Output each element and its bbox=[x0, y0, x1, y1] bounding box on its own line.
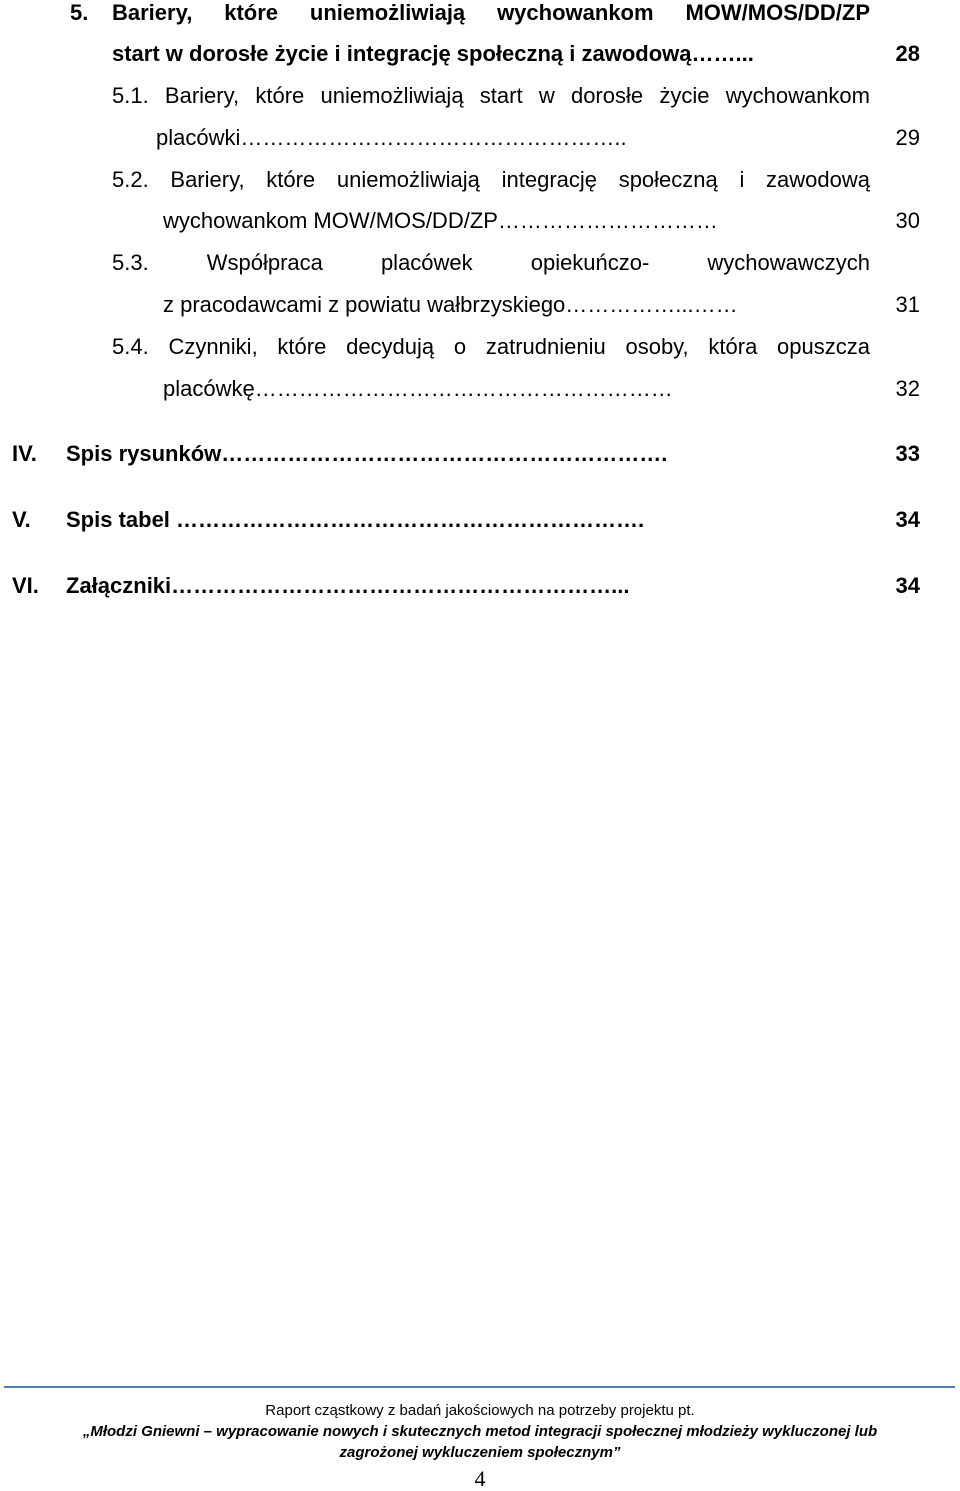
toc-5-title-line2: start w dorosłe życie i integrację społeczną i zawodową……... bbox=[112, 41, 754, 66]
page-number: 4 bbox=[474, 1466, 486, 1491]
toc-5-3-line2: z pracodawcami z powiatu wałbrzyskiego……………...…… bbox=[163, 292, 738, 317]
toc-5-2-line2: wychowankom MOW/MOS/DD/ZP………………………… bbox=[163, 208, 718, 233]
toc-5-3-line1: 5.3. Współpraca placówek opiekuńczo- wychowawczych bbox=[112, 250, 870, 275]
toc-5-2-line1: 5.2. Bariery, które uniemożliwiają integrację społeczną i zawodową bbox=[112, 167, 870, 192]
toc-iv-number: IV. bbox=[12, 441, 37, 466]
toc-5-4-page: 32 bbox=[895, 376, 920, 401]
toc-5-1-page: 29 bbox=[895, 125, 920, 150]
footer-report-line: Raport cząstkowy z badań jakościowych na potrzeby projektu pt. bbox=[265, 1402, 695, 1419]
toc-5-1-line2: placówki…………………………………………….. bbox=[156, 125, 627, 150]
toc-5-3-page: 31 bbox=[895, 292, 920, 317]
footer-project-title-line2: zagrożonej wykluczeniem społecznym” bbox=[339, 1444, 621, 1461]
toc-vi-title: Załączniki……………………………………………………... bbox=[66, 573, 630, 598]
toc-5-number: 5. bbox=[70, 0, 89, 25]
toc-iv-title: Spis rysunków……………………………………………………. bbox=[66, 441, 668, 466]
toc-5-title-line1: Bariery, które uniemożliwiają wychowankom MOW/MOS/DD/ZP bbox=[112, 0, 870, 25]
toc-iv-page: 33 bbox=[895, 441, 920, 466]
toc-5-1-line1: 5.1. Bariery, które uniemożliwiają start w dorosłe życie wychowankom bbox=[112, 83, 870, 108]
footer-project-title-line1: „Młodzi Gniewni – wypracowanie nowych i skutecznych metod integracji społecznej młodzieży wykluczonej lub bbox=[82, 1423, 878, 1440]
toc-v-title: Spis tabel ………………………………………………………. bbox=[66, 507, 645, 532]
toc-5-page: 28 bbox=[895, 41, 920, 66]
toc-v-page: 34 bbox=[895, 507, 920, 532]
toc-vi-page: 34 bbox=[895, 573, 920, 598]
toc-vi-number: VI. bbox=[12, 573, 39, 598]
toc-v-number: V. bbox=[12, 507, 31, 532]
toc-5-2-page: 30 bbox=[895, 208, 920, 233]
toc-5-4-line2: placówkę………………………………………………… bbox=[163, 376, 673, 401]
toc-5-4-line1: 5.4. Czynniki, które decydują o zatrudnieniu osoby, która opuszcza bbox=[112, 334, 870, 359]
footer-divider bbox=[4, 1386, 955, 1388]
